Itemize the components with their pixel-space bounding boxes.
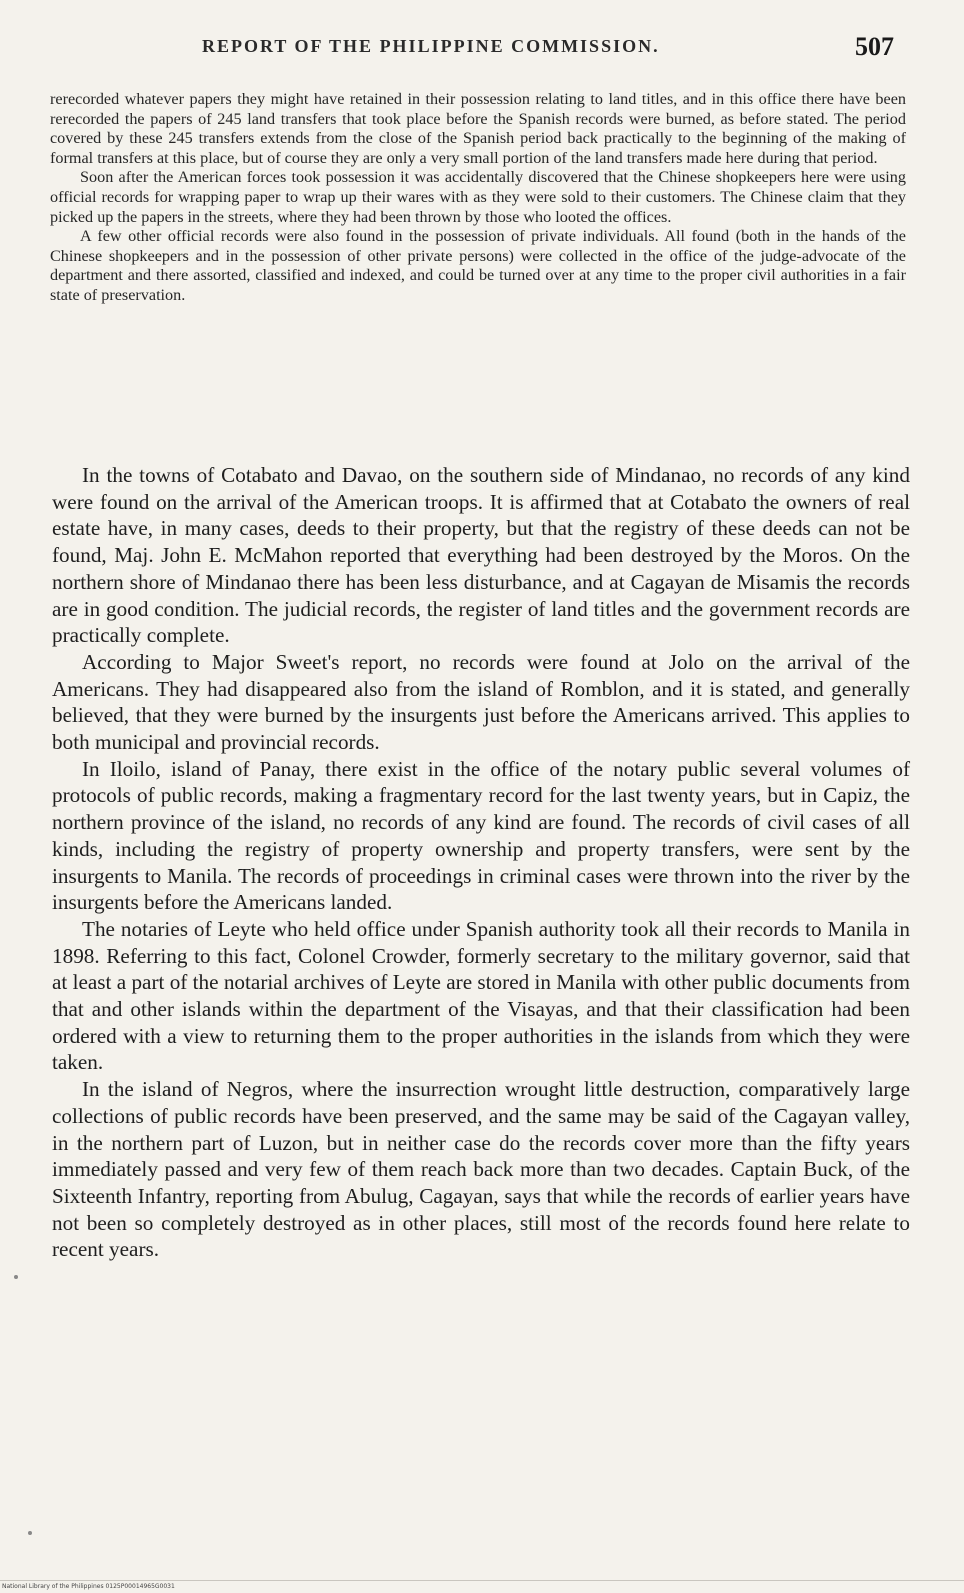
- scan-speck: [28, 1531, 32, 1535]
- small-print-block: [50, 90, 906, 306]
- large-paragraph-1: In the towns of Cotabato and Davao, on the southern side of Mindanao, no records of any kind were found on the arrival of the American troops. It is affirmed that at Cotabato the owners of real estate have, in many cases, deeds to their property, but that the registry of these deeds can not be found, Maj. John E. McMahon reported that everything had been destroyed by the Moros. On the northern shore of Mindanao there has been less disturbance, and at Cagayan de Misamis the records are in good condition. The judicial records, the register of land titles and the government records are practically complete.: [52, 463, 910, 648]
- page-number: 507: [855, 32, 894, 61]
- large-paragraph-4: The notaries of Leyte who held office under Spanish authority took all their records to Manila in 1898. Referring to this fact, Colonel Crowder, formerly secretary to the military governor, said that at least a part of the notarial archives of Leyte are stored in Manila with other public documents from that and other islands within the department of the Visayas, and that their classification had been ordered with a view to returning them to the proper authorities in the islands from which they were taken.: [52, 916, 910, 1075]
- large-paragraph-2: According to Major Sweet's report, no records were found at Jolo on the arrival of the Americans. They had disappeared also from the island of Romblon, and it is stated, and generally believed, that they were burned by the insurgents just before the Americans arrived. This applies to both municipal and provincial records.: [52, 649, 910, 755]
- large-paragraph-5: In the island of Negros, where the insurrection wrought little destruction, comparatively large collections of public records have been preserved, and the same may be said of the Cagayan valley, in the northern part of Luzon, but in neither case do the records cover more than the fifty years immediately passed and very few of them reach back more than two decades. Captain Buck, of the Sixteenth Infantry, reporting from Abulug, Cagayan, says that while the records of earlier years have not been so completely destroyed as in other places, still most of the records found here relate to recent years.: [52, 1077, 910, 1262]
- large-print-block: [52, 462, 910, 1263]
- running-head: REPORT OF THE PHILIPPINE COMMISSION.: [202, 36, 660, 56]
- small-paragraph-3: A few other official records were also found in the possession of private individuals. All found (both in the hands of the Chinese shopkeepers and in the possession of other private persons) were collected in the office of the judge-advocate of the department and there assorted, classified and indexed, and could be turned over at any time to the proper civil authorities in a fair state of preservation.: [50, 227, 906, 304]
- large-paragraph-3: In Iloilo, island of Panay, there exist in the office of the notary public several volumes of protocols of public records, making a fragmentary record for the last twenty years, but in Capiz, the northern province of the island, no records of any kind are found. The records of civil cases of all kinds, including the registry of property ownership and property transfers, were sent by the insurgents to Manila. The records of proceedings in criminal cases were thrown into the river by the insurgents before the Americans landed.: [52, 756, 910, 915]
- footer-rule: [0, 1580, 964, 1581]
- page-header: [52, 32, 904, 62]
- scan-speck: [14, 1275, 18, 1279]
- small-paragraph-1: rerecorded whatever papers they might have retained in their possession relating to land titles, and in this office there have been rerecorded the papers of 245 land transfers that took place before the Spanish records were burned, as before stated. The period covered by these 245 transfers extends from the close of the Spanish period back practically to the beginning of the making of formal transfers at this place, but of course they are only a very small portion of the land transfers made here during that period.: [50, 90, 906, 167]
- small-paragraph-2: Soon after the American forces took possession it was accidentally discovered that the Chinese shopkeepers here were using official records for wrapping paper to wrap up their wares with as they were sold to their customers. The Chinese claim that they picked up the papers in the streets, where they had been thrown by those who looted the offices.: [50, 168, 906, 226]
- library-credit: National Library of the Philippines 0125P00014965G0031: [2, 1583, 175, 1590]
